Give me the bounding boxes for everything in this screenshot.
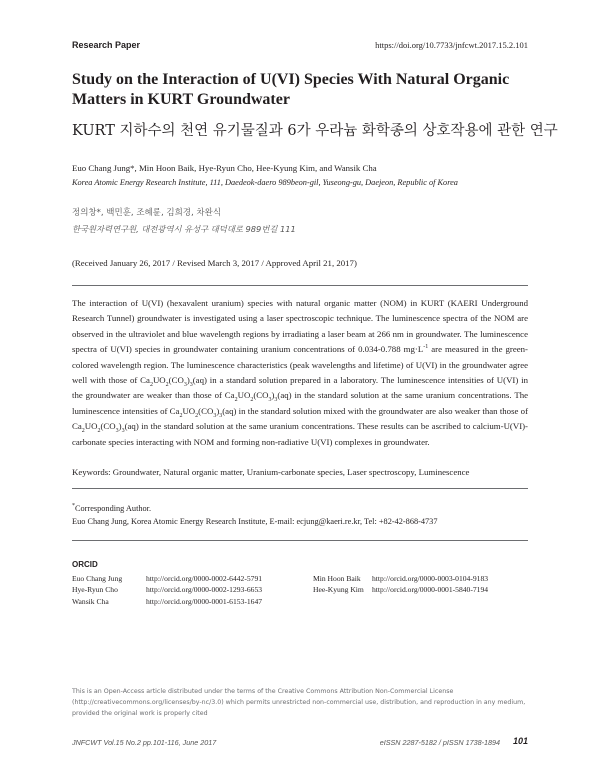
orcid-link[interactable]: http://orcid.org/0000-0002-1293-6653 (146, 585, 263, 595)
orcid-row: Euo Chang Jung http://orcid.org/0000-0002-6442-5791 (72, 574, 263, 583)
abstract-text-5: (aq) in the standard solution mixed with the groundwater are also weaker than those of Ca (72, 405, 528, 432)
orcid-link[interactable]: http://orcid.org/0000-0001-5840-7194 (372, 585, 489, 595)
orcid-row: Hee-Kyung Kim http://orcid.org/0000-0001-5840-7194 (313, 585, 489, 595)
issn: eISSN 2287-5182 / pISSN 1738-1894 (379, 738, 500, 747)
divider-top (72, 285, 528, 286)
title-english: Study on the Interaction of U(VI) Species With Natural Organic Matters in KURT Groundwater (72, 71, 510, 108)
abstract: The interaction of U(VI) (hexavalent uranium) species with natural organic matter (NOM) in KURT (KAERI Underground Research Tunnel) groundwater is investigated using a laser spectroscopic technique. The luminescence spectra of the NOM are observed in the ultraviolet and blue wavelength regions by irradiating a laser beam at 266 nm in groundwater. The luminescence spectra of U(VI) species in groundwater containing uranium concentrations of 0.034-0.788 $mg\cdot L^{-1}$ are measured in the green-colored wavelength region. The luminescence characteristics (peak wavelengths and lifetime) of U(VI) in the groundwater agree well with those of $Ca_2UO_2(CO_3)_3(aq)$ in a standard solution prepared in a laboratory. The luminescence intensities of U(VI) in the groundwater are weaker than those of $Ca_2UO_2(CO_3)_3(aq)$ in the standard solution at the same uranium concentrations. The luminescence intensities of $Ca_2UO_2(CO_3)_3(aq)$ in the standard solution mixed with the groundwater are also weaker than those of $Ca_2UO_2(CO_3)_3(aq)$ in the standard solution at the same uranium concentrations. These results can be ascribed to calcium-U(VI)-carbonate species interacting with NOM and forming non-radiative U(VI) complexes in groundwater. (72, 298, 528, 447)
corresponding-label: Corresponding Author. (75, 503, 152, 513)
orcid-link[interactable]: http://orcid.org/0000-0002-6442-5791 (146, 574, 263, 583)
author-list: Euo Chang Jung*, Min Hoon Baik, Hye-Ryun Cho, Hee-Kyung Kim, and Wansik Cha (72, 163, 377, 173)
abstract-sup: -1 (423, 344, 429, 351)
orcid-list-left (72, 573, 262, 607)
abstract-text-3: (aq) in a standard solution prepared in a laboratory. The luminescence intensities of U(VI) in the groundwater are weaker than those of Ca (72, 375, 528, 401)
received-dates: (Received January 26, 2017 / Revised March 3, 2017 / Approved April 21, 2017) (72, 258, 357, 268)
section-label: Research Paper (72, 40, 141, 50)
orcid-list-right (313, 573, 488, 596)
page-number: 101 (512, 736, 528, 746)
abstract-text-4: (aq) in the standard solution at the same uranium concentrations. The luminescence intensities of Ca (72, 390, 528, 416)
divider-middle (72, 488, 528, 489)
doi-link[interactable]: https://doi.org/10.7733/jnfcwt.2017.15.2.101 (375, 40, 528, 50)
title-korean: KURT 지하수의 천연 유기물질과 6가 우라늄 화학종의 상호작용에 관한 연구 (72, 123, 558, 139)
author-affiliation-korean: 한국원자력연구원, 대전광역시 유성구 대덕대로 989번길 111 (72, 224, 296, 234)
abstract-text-2: are measured in the green-colored wavelength region. The luminescence characteristics (peak wavelengths and lifetime) of U(VI) in the groundwater agree well with those of Ca (72, 344, 528, 386)
abstract-text-6: (aq) in the standard solution at the same uranium concentrations. These results can be ascribed to calcium-U(VI)-carbonate species interacting with NOM and forming non-radiative U(VI) complexes in groundwater. (72, 421, 528, 447)
keywords: Keywords: Groundwater, Natural organic matter, Uranium-carbonate species, Laser spectroscopy, Luminescence (72, 467, 470, 477)
divider-lower (72, 540, 528, 541)
orcid-heading: ORCID (72, 560, 98, 569)
orcid-link[interactable]: http://orcid.org/0000-0003-0104-9183 (372, 574, 489, 583)
orcid-row: Min Hoon Baik http://orcid.org/0000-0003-0104-9183 (313, 574, 489, 583)
author-affiliation: Korea Atomic Energy Research Institute, 111, Daedeok-daero 989beon-gil, Yuseong-gu, Daejeon, Republic of Korea (72, 178, 458, 187)
orcid-row: Hye-Ryun Cho http://orcid.org/0000-0002-1293-6653 (72, 585, 263, 595)
corresponding-author (72, 500, 437, 528)
journal-citation: JNFCWT Vol.15 No.2 pp.101-116, June 2017 (72, 738, 217, 747)
abstract-text-1: The interaction of U(VI) (hexavalent uranium) species with natural organic matter (NOM) in KURT (KAERI Underground Research Tunnel) groundwater is investigated using a laser spectroscopic technique. The luminescence spectra of the NOM are observed in the ultraviolet and blue wavelength regions by irradiating a laser beam at 266 nm in groundwater. The luminescence spectra of U(VI) species in groundwater containing uranium concentrations of 0.034-0.788 mg·L (72, 298, 528, 355)
license-notice: This is an Open-Access article distributed under the terms of the Creative Commons Attribution Non-Commercial License (http://creativecommons.org/licenses/by-nc/3.0) which permits unrestricted non-commercial use, distribution, and reproduction in any medium, provided the original work is properly cited (72, 688, 526, 717)
corresponding-detail: Euo Chang Jung, Korea Atomic Energy Research Institute, E-mail: ecjung@kaeri.re.kr, Tel: +82-42-868-4737 (72, 516, 438, 526)
orcid-link[interactable]: http://orcid.org/0000-0001-6153-1647 (146, 596, 263, 606)
orcid-row: Wansik Cha http://orcid.org/0000-0001-6153-1647 (72, 596, 263, 606)
author-list-korean: 정의창*, 백민훈, 조혜륜, 김희경, 차완식 (72, 208, 222, 218)
corresponding-star: * (72, 503, 75, 509)
